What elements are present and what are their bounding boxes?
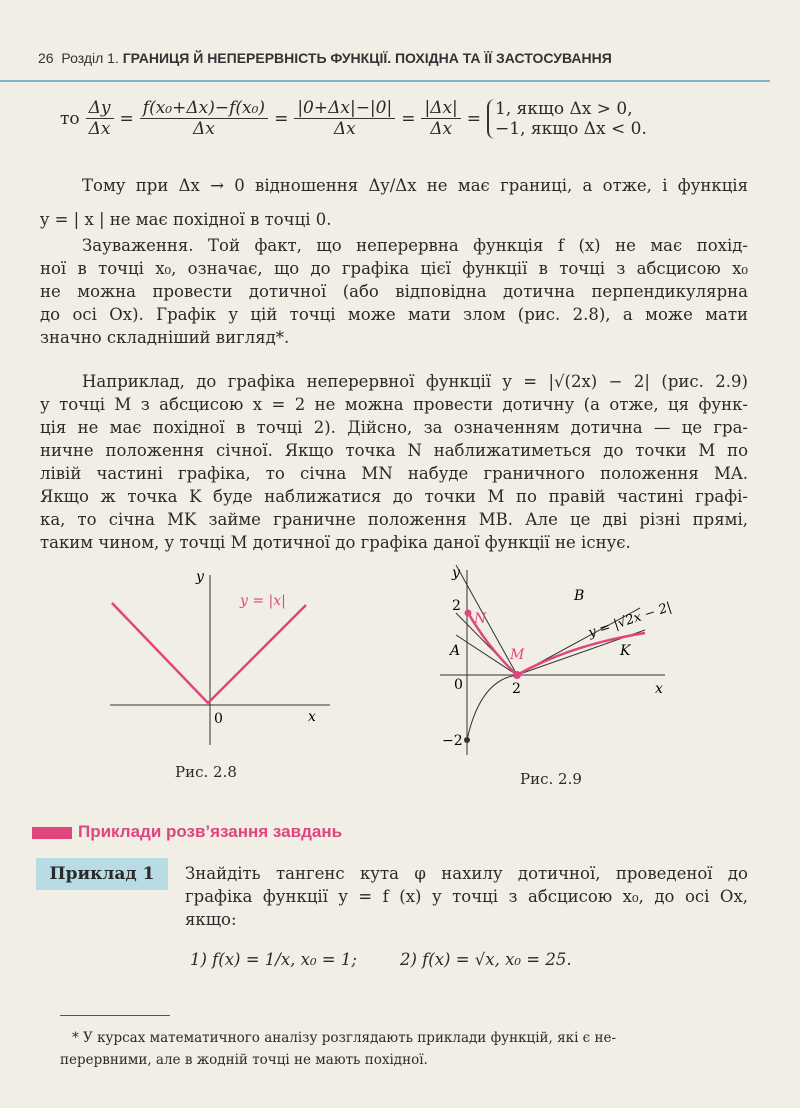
svg-text:−2: −2 [442, 733, 463, 749]
header-rule [0, 80, 770, 82]
text-line: Наприклад, до графіка неперервної функції y = |√(2x) − 2| (рис. 2.9) [82, 372, 748, 391]
svg-text:x: x [655, 681, 663, 697]
abs-graph [112, 603, 306, 703]
footnote-line: перервними, але в жодній точці не мають похідної. [60, 1052, 428, 1068]
text-line: y = | x | не має похідної в точці 0. [40, 210, 332, 229]
fraction: $\frac{|0+\Delta x|-|0|}{\Delta x}$ [294, 98, 395, 139]
task-2: 2) f(x) = √x, x₀ = 25. [400, 950, 572, 969]
footnote-line: * У курсах математичного аналізу розглядають приклади функцій, які є не- [72, 1030, 617, 1046]
text-line: таким чином, у точці M дотичної до графіка даної функції не існує. [40, 533, 631, 552]
section-label: Розділ 1. [61, 50, 119, 66]
example-badge: Приклад 1 [36, 858, 168, 890]
figure-caption: Рис. 2.8 [175, 763, 237, 781]
chapter-title: ГРАНИЦЯ Й НЕПЕРЕРВНІСТЬ ФУНКЦІЇ. ПОХІДНА ТА ЇЇ ЗАСТОСУВАННЯ [122, 50, 612, 66]
page-number: 26 [38, 50, 54, 66]
derivative-formula: то $\frac{\Delta y}{\Delta x}$ = $\frac{\text{f(x₀+Δx)−f(x₀)}}{\Delta x}$ = $\frac{|0+\Delta x|-|0|}{\Delta x}$ = $\frac{|\Delta x|}{\Delta x}$ = 1, якщо Δx > 0, −1, якщо Δx < 0. [60, 98, 647, 139]
footnote-rule [60, 1015, 170, 1016]
text-line: Якщо ж точка K буде наближатися до точки M по правій частині графі- [40, 487, 748, 506]
fraction: $\frac{\Delta y}{\Delta x}$ [86, 98, 114, 139]
text-line: графіка функції y = f (x) у точці з абсцисою x₀, до осі Ox, [185, 887, 748, 906]
svg-text:y = |√2x − 2|: y = |√2x − 2| [586, 599, 674, 641]
svg-text:y: y [452, 565, 460, 581]
svg-text:N: N [474, 611, 487, 627]
text-line: якщо: [185, 910, 237, 929]
svg-text:2: 2 [512, 681, 521, 697]
x-label: x [308, 709, 316, 725]
text-line: ка, то січна MK займе граничне положення MB. Але це дві різні прямі, [40, 510, 748, 529]
figure-caption: Рис. 2.9 [520, 770, 582, 788]
svg-text:B: B [574, 588, 585, 604]
text-line: лівій частині графіка, то січна MN набуде граничного положення MA. [40, 464, 748, 483]
formula-prefix: то [60, 108, 80, 129]
figure-2-9 [440, 565, 680, 755]
graph-label: y = |x| [240, 593, 286, 609]
svg-text:K: K [620, 643, 631, 659]
svg-text:0: 0 [454, 677, 463, 693]
origin-label: 0 [214, 711, 223, 727]
fraction: $\frac{\text{f(x₀+Δx)−f(x₀)}}{\Delta x}$ [140, 98, 268, 139]
sqrt-curve-lower [467, 675, 517, 740]
y-label: y [196, 569, 204, 585]
task-1: 1) f(x) = 1/x, x₀ = 1; [190, 950, 357, 969]
text-line: ція не має похідної в точці 2). Дійсно, за означенням дотична — це гра- [40, 418, 748, 437]
text-line: Зауваження. Той факт, що неперервна функція f (x) не має похід- [82, 236, 748, 255]
svg-text:2: 2 [452, 598, 461, 614]
fraction: $\frac{|\Delta x|}{\Delta x}$ [421, 98, 460, 139]
point-N [465, 610, 472, 617]
text-line: ної в точці x₀, означає, що до графіка цієї функції в точці з абсцисою x₀ [40, 259, 748, 278]
point-M [513, 671, 521, 679]
text-line: Тому при Δx → 0 відношення Δy/Δx не має границі, а отже, і функція [82, 176, 748, 195]
section-heading: Приклади розв’язання завдань [32, 822, 342, 842]
text-line: ничне положення січної. Якщо точка N наближатиметься до точки M по [40, 441, 748, 460]
text-line: значно складніший вигляд*. [40, 328, 290, 347]
running-header [38, 50, 612, 66]
piecewise-cases: 1, якщо Δx > 0, −1, якщо Δx < 0. [487, 99, 647, 139]
text-line: у точці M з абсцисою x = 2 не можна провести дотичну (а отже, ця функ- [40, 395, 748, 414]
svg-text:A: A [450, 643, 461, 659]
text-line: не можна провести дотичної (або відповідна дотична перпендикулярна [40, 282, 748, 301]
point-neg2 [464, 737, 470, 743]
text-line: до осі Ox). Графік у цій точці може мати злом (рис. 2.8), а може мати [40, 305, 748, 324]
figure-2-8 [100, 565, 340, 755]
text-line: Знайдіть тангенс кута φ нахилу дотичної, проведеної до [185, 864, 748, 883]
svg-text:M: M [510, 647, 525, 663]
